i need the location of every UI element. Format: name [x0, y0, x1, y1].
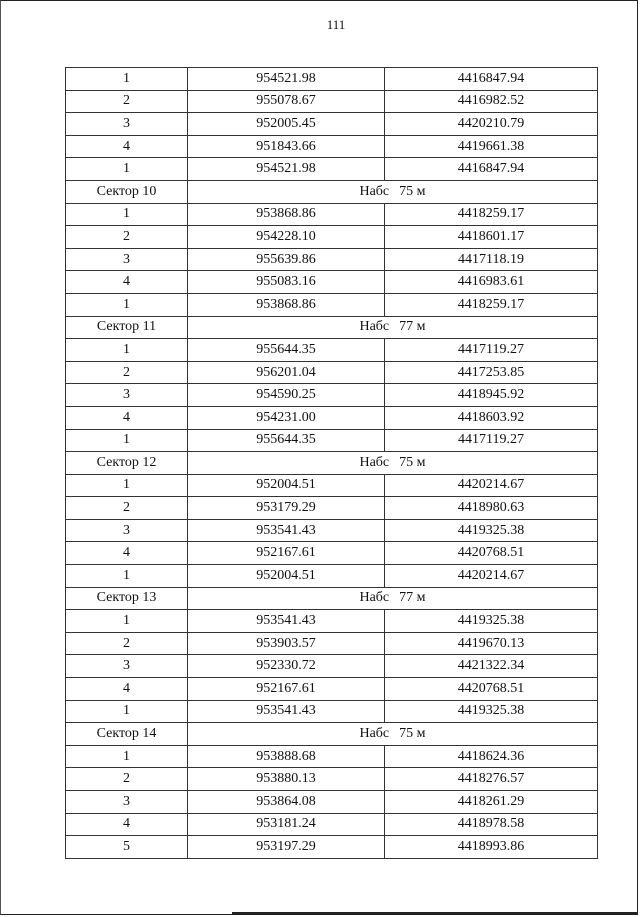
- table-row: [66, 813, 598, 836]
- x-coordinate: 952004.51: [188, 565, 385, 588]
- habs-label: Набс: [359, 319, 390, 335]
- y-coordinate: 4418624.36: [385, 745, 598, 768]
- point-number: 2: [66, 361, 188, 384]
- x-coordinate: 955644.35: [188, 339, 385, 362]
- point-number: 1: [66, 158, 188, 181]
- table-row: [66, 791, 598, 814]
- x-coordinate: 952330.72: [188, 655, 385, 678]
- x-coordinate: 952005.45: [188, 113, 385, 136]
- sector-height: [188, 452, 598, 475]
- y-coordinate: 4416847.94: [385, 158, 598, 181]
- point-number: 3: [66, 384, 188, 407]
- y-coordinate: 4419670.13: [385, 632, 598, 655]
- x-coordinate: 953864.08: [188, 791, 385, 814]
- point-number: 2: [66, 226, 188, 249]
- sector-height: [188, 587, 598, 610]
- sector-height: [188, 316, 598, 339]
- y-coordinate: 4418603.92: [385, 406, 598, 429]
- sector-header-row: [66, 180, 598, 203]
- sector-label: Сектор 11: [66, 316, 188, 339]
- point-number: 1: [66, 293, 188, 316]
- table-row: [66, 429, 598, 452]
- y-coordinate: 4420214.67: [385, 474, 598, 497]
- point-number: 1: [66, 745, 188, 768]
- x-coordinate: 956201.04: [188, 361, 385, 384]
- point-number: 4: [66, 542, 188, 565]
- height-value: 75 м: [399, 454, 426, 470]
- y-coordinate: 4420210.79: [385, 113, 598, 136]
- table-row: [66, 158, 598, 181]
- point-number: 1: [66, 429, 188, 452]
- point-number: 3: [66, 655, 188, 678]
- point-number: 3: [66, 113, 188, 136]
- point-number: 4: [66, 678, 188, 701]
- x-coordinate: 955639.86: [188, 248, 385, 271]
- y-coordinate: 4419661.38: [385, 135, 598, 158]
- coordinates-table: [65, 67, 598, 859]
- y-coordinate: 4416982.52: [385, 90, 598, 113]
- table-row: [66, 632, 598, 655]
- point-number: 1: [66, 565, 188, 588]
- habs-label: Набс: [359, 183, 390, 199]
- y-coordinate: 4418601.17: [385, 226, 598, 249]
- sector-label: Сектор 12: [66, 452, 188, 475]
- sector-header-row: [66, 587, 598, 610]
- y-coordinate: 4421322.34: [385, 655, 598, 678]
- table-row: [66, 226, 598, 249]
- page-number: 111: [326, 17, 346, 32]
- x-coordinate: 954590.25: [188, 384, 385, 407]
- x-coordinate: 953868.86: [188, 203, 385, 226]
- table-row: [66, 745, 598, 768]
- x-coordinate: 953181.24: [188, 813, 385, 836]
- table-row: [66, 90, 598, 113]
- y-coordinate: 4419325.38: [385, 700, 598, 723]
- x-coordinate: 954521.98: [188, 68, 385, 91]
- point-number: 1: [66, 474, 188, 497]
- height-value: 75 м: [399, 726, 426, 742]
- x-coordinate: 955644.35: [188, 429, 385, 452]
- x-coordinate: 953541.43: [188, 610, 385, 633]
- y-coordinate: 4417119.27: [385, 339, 598, 362]
- x-coordinate: 955083.16: [188, 271, 385, 294]
- coordinates-table-body: [66, 68, 598, 859]
- x-coordinate: 953880.13: [188, 768, 385, 791]
- point-number: 4: [66, 271, 188, 294]
- y-coordinate: 4418259.17: [385, 203, 598, 226]
- y-coordinate: 4418259.17: [385, 293, 598, 316]
- x-coordinate: 952004.51: [188, 474, 385, 497]
- point-number: 3: [66, 248, 188, 271]
- point-number: 3: [66, 519, 188, 542]
- point-number: 1: [66, 700, 188, 723]
- table-row: [66, 542, 598, 565]
- sector-header-row: [66, 452, 598, 475]
- height-value: 77 м: [399, 319, 426, 335]
- table-row: [66, 339, 598, 362]
- x-coordinate: 953541.43: [188, 700, 385, 723]
- x-coordinate: 955078.67: [188, 90, 385, 113]
- height-value: 75 м: [399, 183, 426, 199]
- y-coordinate: 4417119.27: [385, 429, 598, 452]
- sector-header-row: [66, 316, 598, 339]
- point-number: 2: [66, 497, 188, 520]
- x-coordinate: 951843.66: [188, 135, 385, 158]
- x-coordinate: 954231.00: [188, 406, 385, 429]
- habs-label: Набс: [359, 454, 390, 470]
- y-coordinate: 4418980.63: [385, 497, 598, 520]
- y-coordinate: 4417253.85: [385, 361, 598, 384]
- y-coordinate: 4420214.67: [385, 565, 598, 588]
- table-row: [66, 678, 598, 701]
- table-row: [66, 610, 598, 633]
- sector-header-row: [66, 723, 598, 746]
- x-coordinate: 953888.68: [188, 745, 385, 768]
- table-row: [66, 384, 598, 407]
- point-number: 2: [66, 768, 188, 791]
- sector-height: [188, 180, 598, 203]
- table-row: [66, 248, 598, 271]
- y-coordinate: 4416847.94: [385, 68, 598, 91]
- bottom-edge-line: [232, 912, 638, 914]
- sector-height: [188, 723, 598, 746]
- table-row: [66, 271, 598, 294]
- point-number: 5: [66, 836, 188, 859]
- x-coordinate: 954228.10: [188, 226, 385, 249]
- table-row: [66, 293, 598, 316]
- x-coordinate: 953903.57: [188, 632, 385, 655]
- x-coordinate: 953179.29: [188, 497, 385, 520]
- point-number: 1: [66, 203, 188, 226]
- y-coordinate: 4418261.29: [385, 791, 598, 814]
- y-coordinate: 4416983.61: [385, 271, 598, 294]
- point-number: 1: [66, 68, 188, 91]
- habs-label: Набс: [359, 590, 390, 606]
- y-coordinate: 4420768.51: [385, 678, 598, 701]
- x-coordinate: 952167.61: [188, 542, 385, 565]
- table-row: [66, 113, 598, 136]
- y-coordinate: 4417118.19: [385, 248, 598, 271]
- sector-label: Сектор 10: [66, 180, 188, 203]
- height-value: 77 м: [399, 590, 426, 606]
- point-number: 2: [66, 90, 188, 113]
- point-number: 3: [66, 791, 188, 814]
- point-number: 4: [66, 813, 188, 836]
- table-row: [66, 135, 598, 158]
- y-coordinate: 4419325.38: [385, 519, 598, 542]
- y-coordinate: 4420768.51: [385, 542, 598, 565]
- x-coordinate: 953868.86: [188, 293, 385, 316]
- x-coordinate: 952167.61: [188, 678, 385, 701]
- x-coordinate: 954521.98: [188, 158, 385, 181]
- sector-label: Сектор 14: [66, 723, 188, 746]
- table-row: [66, 497, 598, 520]
- y-coordinate: 4419325.38: [385, 610, 598, 633]
- table-row: [66, 361, 598, 384]
- table-row: [66, 519, 598, 542]
- table-row: [66, 203, 598, 226]
- habs-label: Набс: [359, 726, 390, 742]
- y-coordinate: 4418945.92: [385, 384, 598, 407]
- table-row: [66, 700, 598, 723]
- table-row: [66, 655, 598, 678]
- table-row: [66, 406, 598, 429]
- table-row: [66, 768, 598, 791]
- y-coordinate: 4418993.86: [385, 836, 598, 859]
- table-row: [66, 565, 598, 588]
- y-coordinate: 4418276.57: [385, 768, 598, 791]
- point-number: 4: [66, 406, 188, 429]
- point-number: 1: [66, 610, 188, 633]
- table-row: [66, 474, 598, 497]
- point-number: 1: [66, 339, 188, 362]
- sector-label: Сектор 13: [66, 587, 188, 610]
- point-number: 4: [66, 135, 188, 158]
- table-row: [66, 836, 598, 859]
- table-row: [66, 68, 598, 91]
- point-number: 2: [66, 632, 188, 655]
- x-coordinate: 953541.43: [188, 519, 385, 542]
- x-coordinate: 953197.29: [188, 836, 385, 859]
- y-coordinate: 4418978.58: [385, 813, 598, 836]
